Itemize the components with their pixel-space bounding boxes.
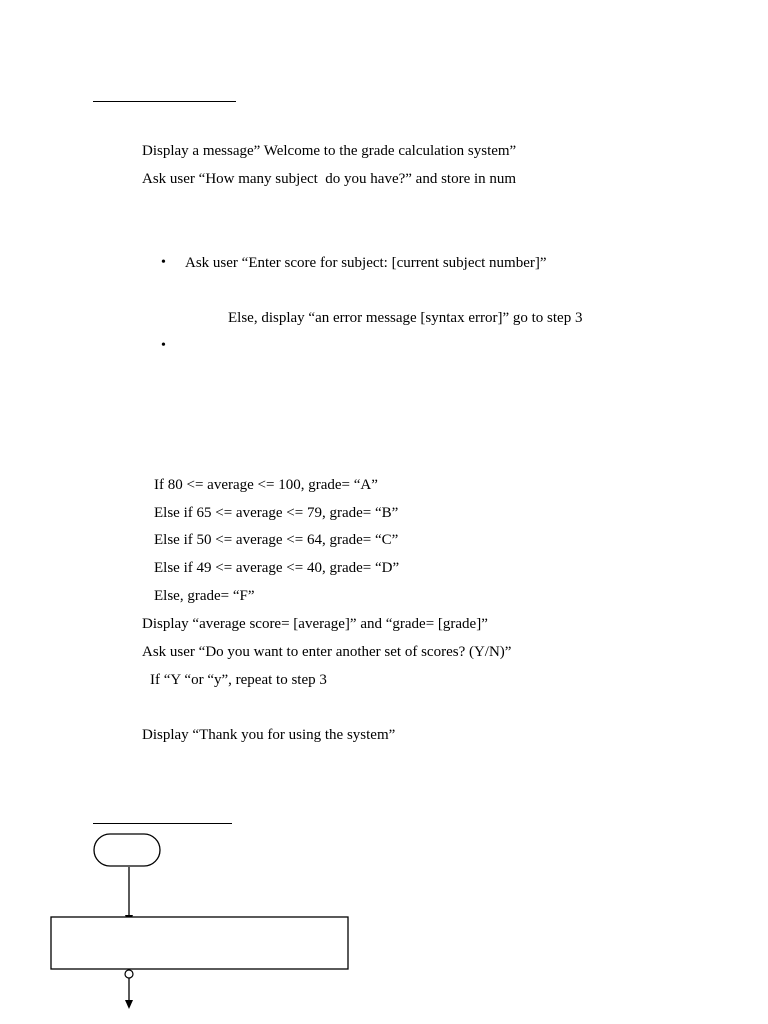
algorithm-line: Ask user “How many subject do you have?” and store in num	[142, 171, 517, 187]
algorithm-line: Display “average score= [average]” and “grade= [grade]”	[142, 616, 488, 632]
process-box	[51, 917, 348, 969]
flow-arrowhead	[125, 915, 133, 924]
flowchart-heading-underline	[93, 823, 232, 824]
algorithm-line: Else if 49 <= average <= 40, grade= “D”	[154, 560, 400, 576]
algorithm-heading-underline	[93, 101, 236, 102]
algorithm-line: Else if 65 <= average <= 79, grade= “B”	[154, 505, 399, 521]
algorithm-line: Display a message” Welcome to the grade calculation system”	[142, 143, 517, 159]
algorithm-line: Ask user “Do you want to enter another set of scores? (Y/N)”	[142, 644, 512, 660]
connector-circle	[125, 970, 133, 978]
bullet-marker: •	[161, 338, 166, 353]
algorithm-line: If 80 <= average <= 100, grade= “A”	[154, 477, 378, 493]
algorithm-line: If “Y “or “y”, repeat to step 3	[150, 672, 327, 688]
algorithm-line: Else if 50 <= average <= 64, grade= “C”	[154, 532, 399, 548]
algorithm-line: Display “Thank you for using the system”	[142, 727, 396, 743]
flow-arrowhead	[125, 1000, 133, 1009]
algorithm-line: Ask user “Enter score for subject: [current subject number]”	[185, 255, 547, 271]
algorithm-line: Else, grade= “F”	[154, 588, 255, 604]
algorithm-line: Else, display “an error message [syntax error]” go to step 3	[228, 310, 583, 326]
bullet-marker: •	[161, 255, 166, 270]
start-terminator	[94, 834, 160, 866]
